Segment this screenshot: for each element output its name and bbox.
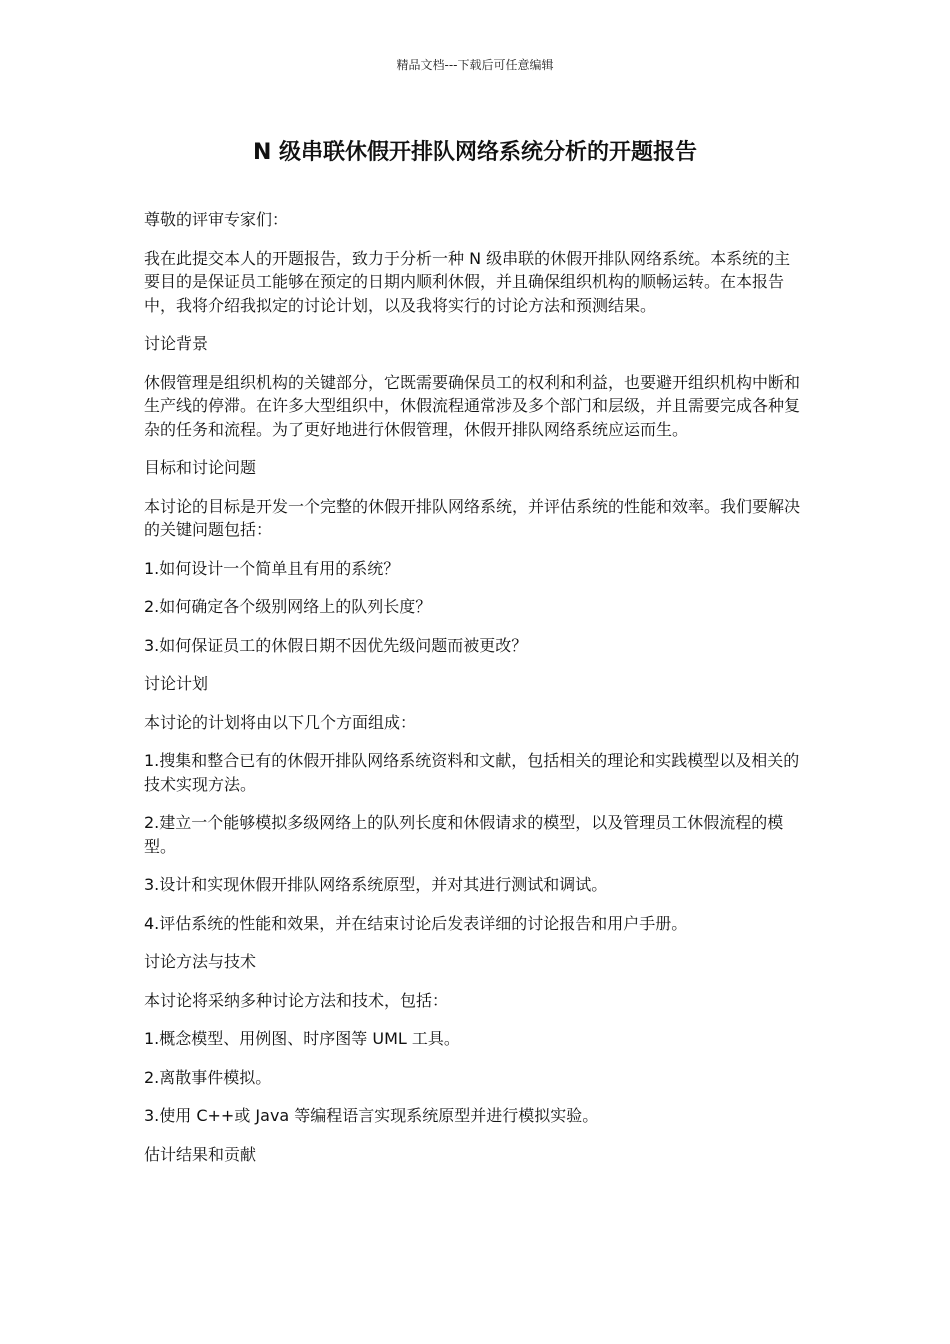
greeting: 尊敬的评审专家们： xyxy=(144,210,289,229)
page-header: 精品文档---下载后可任意编辑 xyxy=(396,58,554,72)
plan-intro: 本讨论的计划将由以下几个方面组成： xyxy=(144,712,417,732)
plan-item: 3.设计和实现休假开排队网络系统原型，并对其进行测试和调试。 xyxy=(144,875,608,894)
results-heading: 估计结果和贡献 xyxy=(144,1144,257,1164)
document-body xyxy=(144,208,804,1181)
goals-heading: 目标和讨论问题 xyxy=(144,458,257,477)
plan-heading: 讨论计划 xyxy=(144,674,209,693)
methods-item: 1.概念模型、用例图、时序图等 UML 工具。 xyxy=(144,1029,460,1048)
methods-item: 2.离散事件模拟。 xyxy=(144,1067,272,1087)
goals-paragraph: 本讨论的目标是开发一个完整的休假开排队网络系统，并评估系统的性能和效率。我们要解决的关键问题包括： xyxy=(144,496,801,539)
question-item: 1.如何设计一个简单且有用的系统？ xyxy=(144,558,400,578)
plan-item: 1.搜集和整合已有的休假开排队网络系统资料和文献，包括相关的理论和实践模型以及相关的技术实现方法。 xyxy=(144,751,800,794)
background-paragraph: 休假管理是组织机构的关键部分，它既需要确保员工的权利和利益，也要避开组织机构中断和生产线的停滞。在许多大型组织中，休假流程通常涉及多个部门和层级，并且需要完成各种复杂的任务和流程。为了更好地进行休假管理，休假开排队网络系统应运而生。 xyxy=(144,372,801,439)
document-title: N 级串联休假开排队网络系统分析的开题报告 xyxy=(252,140,698,165)
methods-intro: 本讨论将采纳多种讨论方法和技术，包括： xyxy=(144,990,449,1010)
background-heading: 讨论背景 xyxy=(144,334,209,353)
methods-item: 3.使用 C++或 Java 等编程语言实现系统原型并进行模拟实验。 xyxy=(144,1106,599,1125)
question-item: 2.如何确定各个级别网络上的队列长度？ xyxy=(144,597,432,616)
plan-item: 2.建立一个能够模拟多级网络上的队列长度和休假请求的模型，以及管理员工休假流程的模型。 xyxy=(144,813,784,856)
methods-heading: 讨论方法与技术 xyxy=(144,952,257,971)
plan-item: 4.评估系统的性能和效果，并在结束讨论后发表详细的讨论报告和用户手册。 xyxy=(144,913,688,933)
intro-paragraph: 我在此提交本人的开题报告，致力于分析一种 N 级串联的休假开排队网络系统。本系统的主要目的是保证员工能够在预定的日期内顺利休假，并且确保组织机构的顺畅运转。在本报告中，我将介绍我拟定的讨论计划，以及我将实行的讨论方法和预测结果。 xyxy=(144,248,791,315)
question-item: 3.如何保证员工的休假日期不因优先级问题而被更改？ xyxy=(144,635,528,655)
